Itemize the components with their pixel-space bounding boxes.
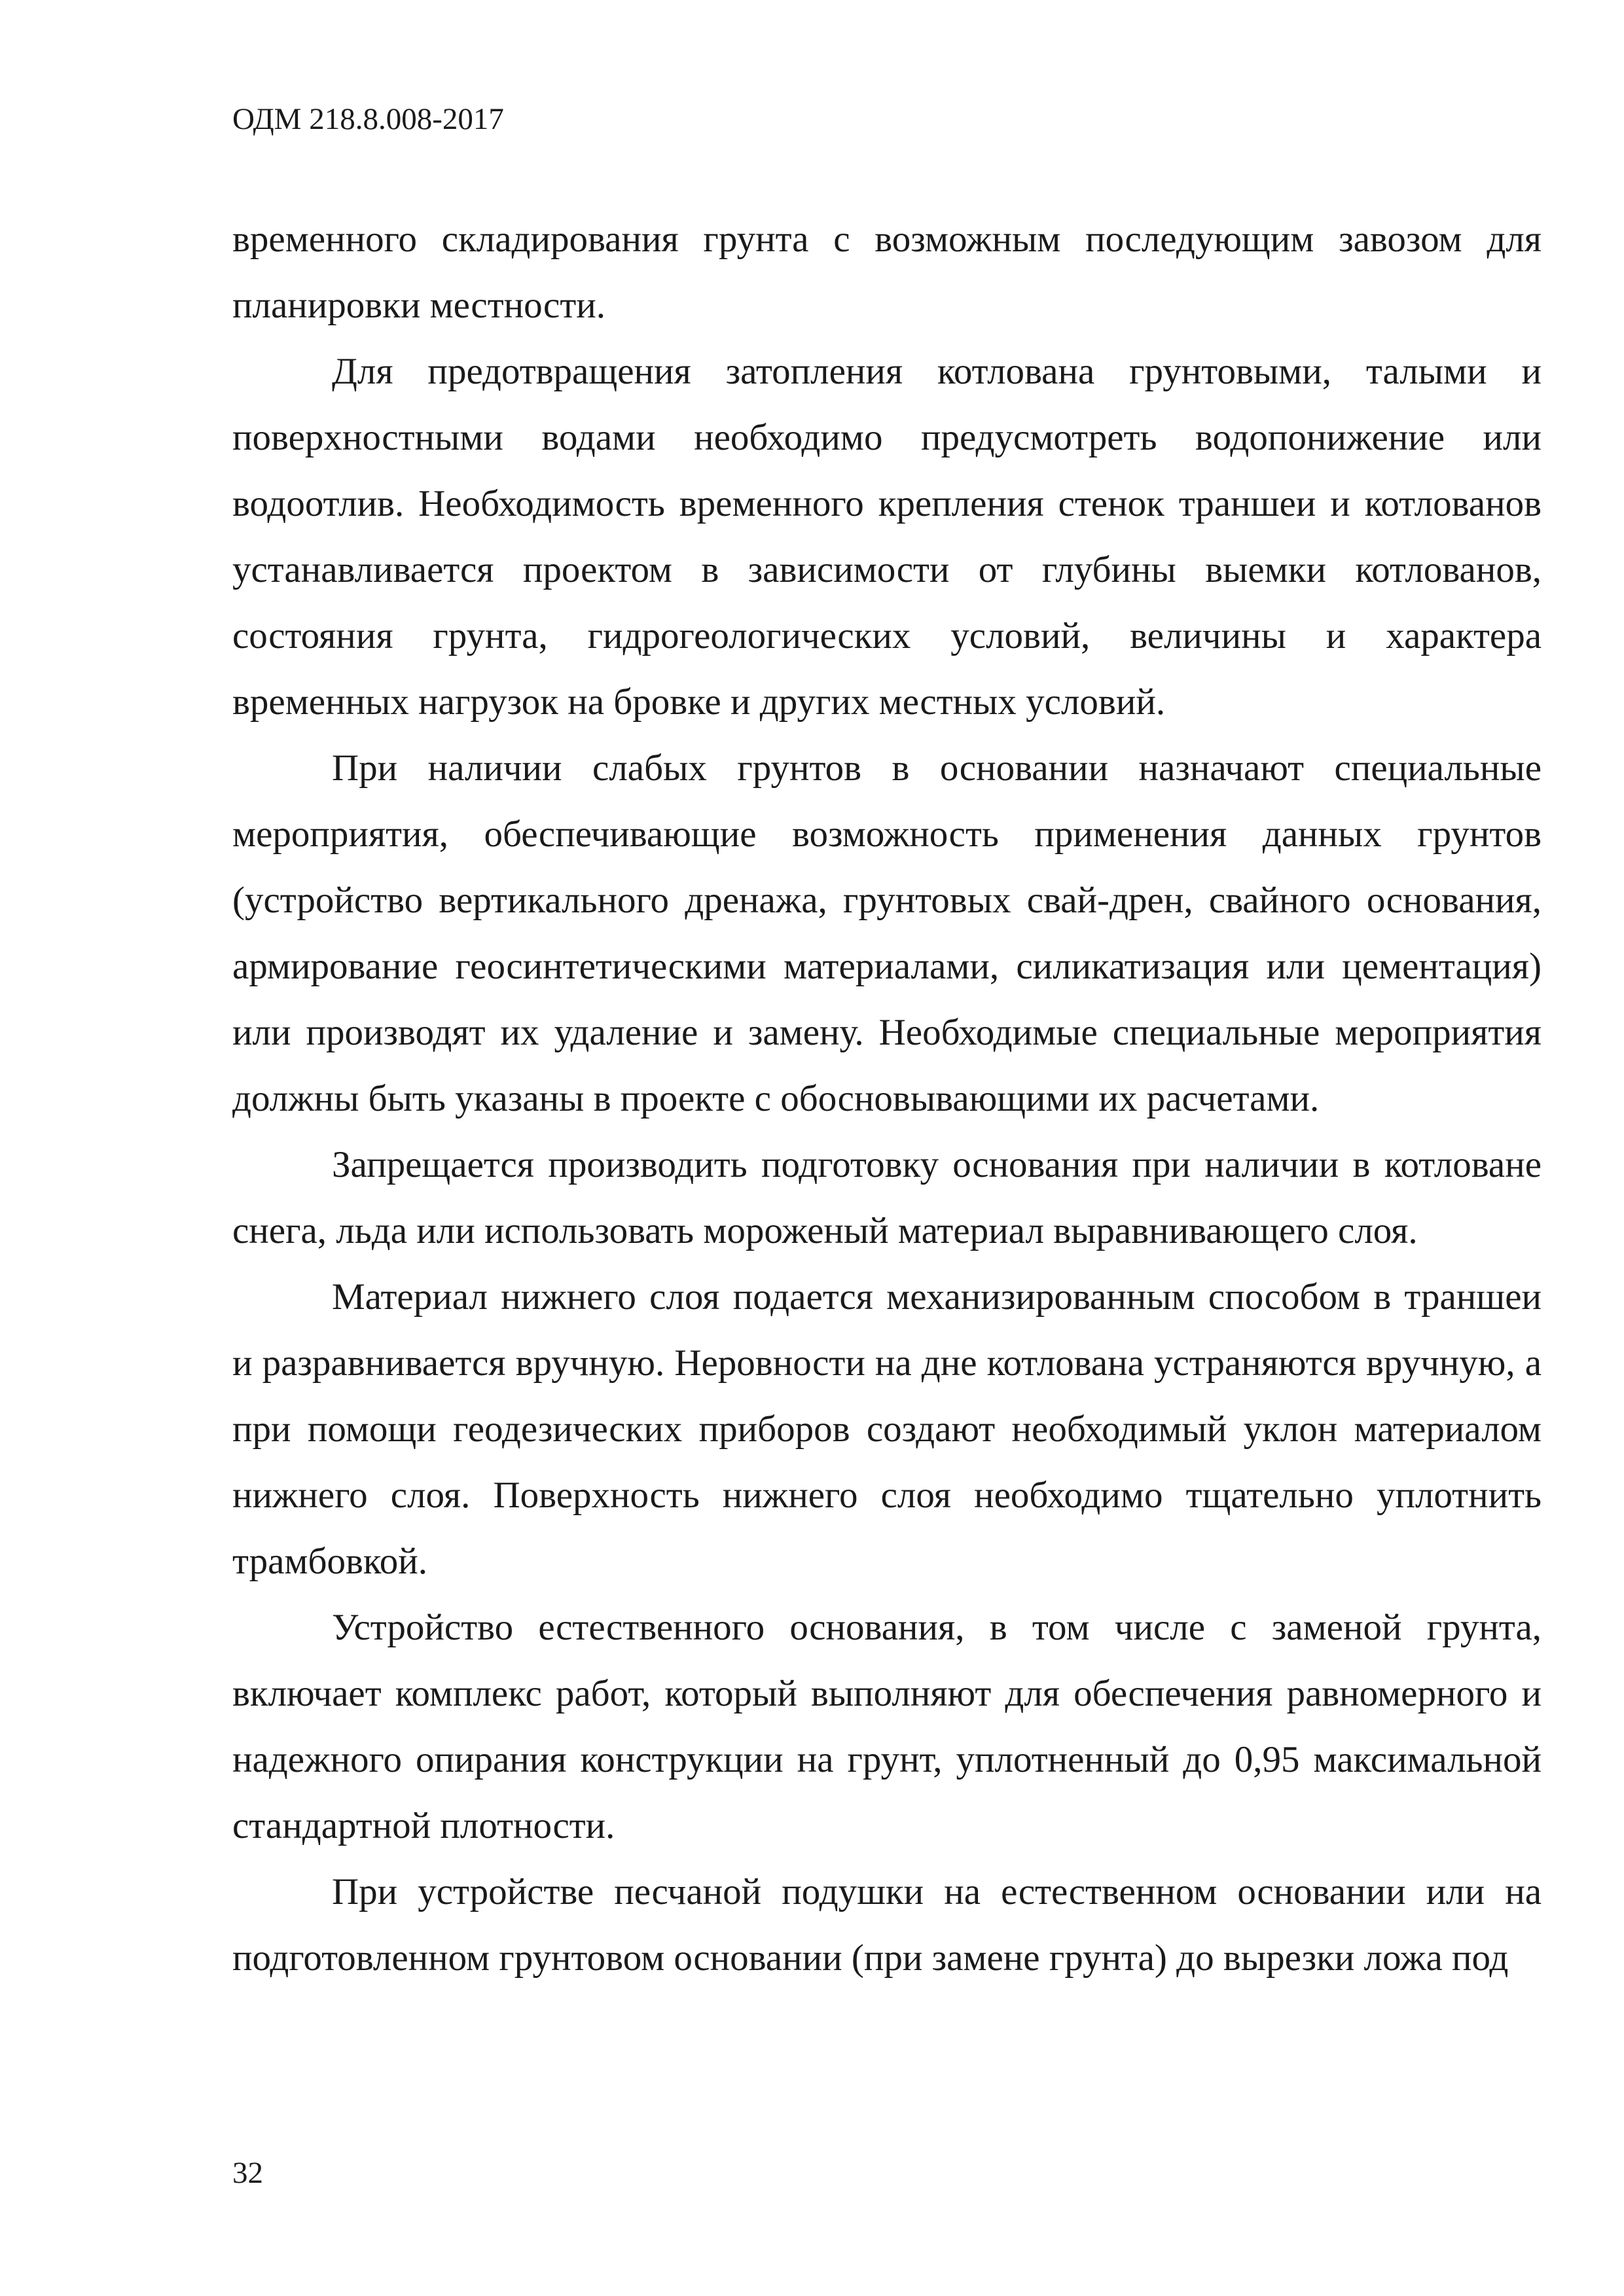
paragraph-4: Запрещается производить подготовку основания при наличии в котловане снега, льда или использовать мороженый материал выравнивающего слоя.	[232, 1144, 1542, 1251]
paragraph-5: Материал нижнего слоя подается механизированным способом в траншеи и разравнивается вручную. Неровности на дне котлована устраняются вручную, а при помощи геодезических приборов создают необходимый уклон материалом нижнего слоя. Поверхность нижнего слоя необходимо тщательно уплотнить трамбовкой.	[232, 1276, 1542, 1582]
paragraph-3: При наличии слабых грунтов в основании назначают специальные мероприятия, обеспечивающие возможность применения данных грунтов (устройство вертикального дренажа, грунтовых свай-дрен, свайного основания, армирование геосинтетическими материалами, силикатизация или цементация) или производят их удаление и замену. Необходимые специальные мероприятия должны быть указаны в проекте с обосновывающими их расчетами.	[232, 747, 1542, 1119]
page-number: 32	[232, 2156, 263, 2190]
document-body	[232, 206, 1542, 1991]
paragraph-7: При устройстве песчаной подушки на естественном основании или на подготовленном грунтовом основании (при замене грунта) до вырезки ложа под	[232, 1871, 1542, 1979]
paragraph-6: Устройство естественного основания, в том числе с заменой грунта, включает комплекс работ, который выполняют для обеспечения равномерного и надежного опирания конструкции на грунт, уплотненный до 0,95 максимальной стандартной плотности.	[232, 1607, 1542, 1846]
paragraph-1: временного складирования грунта с возможным последующим завозом для планировки местности.	[232, 219, 1542, 326]
paragraph-2: Для предотвращения затопления котлована грунтовыми, талыми и поверхностными водами необходимо предусмотреть водопонижение или водоотлив. Необходимость временного крепления стенок траншеи и котлованов устанавливается проектом в зависимости от глубины выемки котлованов, состояния грунта, гидрогеологических условий, величины и характера временных нагрузок на бровке и других местных условий.	[232, 351, 1542, 723]
document-header: ОДМ 218.8.008-2017	[232, 102, 504, 136]
